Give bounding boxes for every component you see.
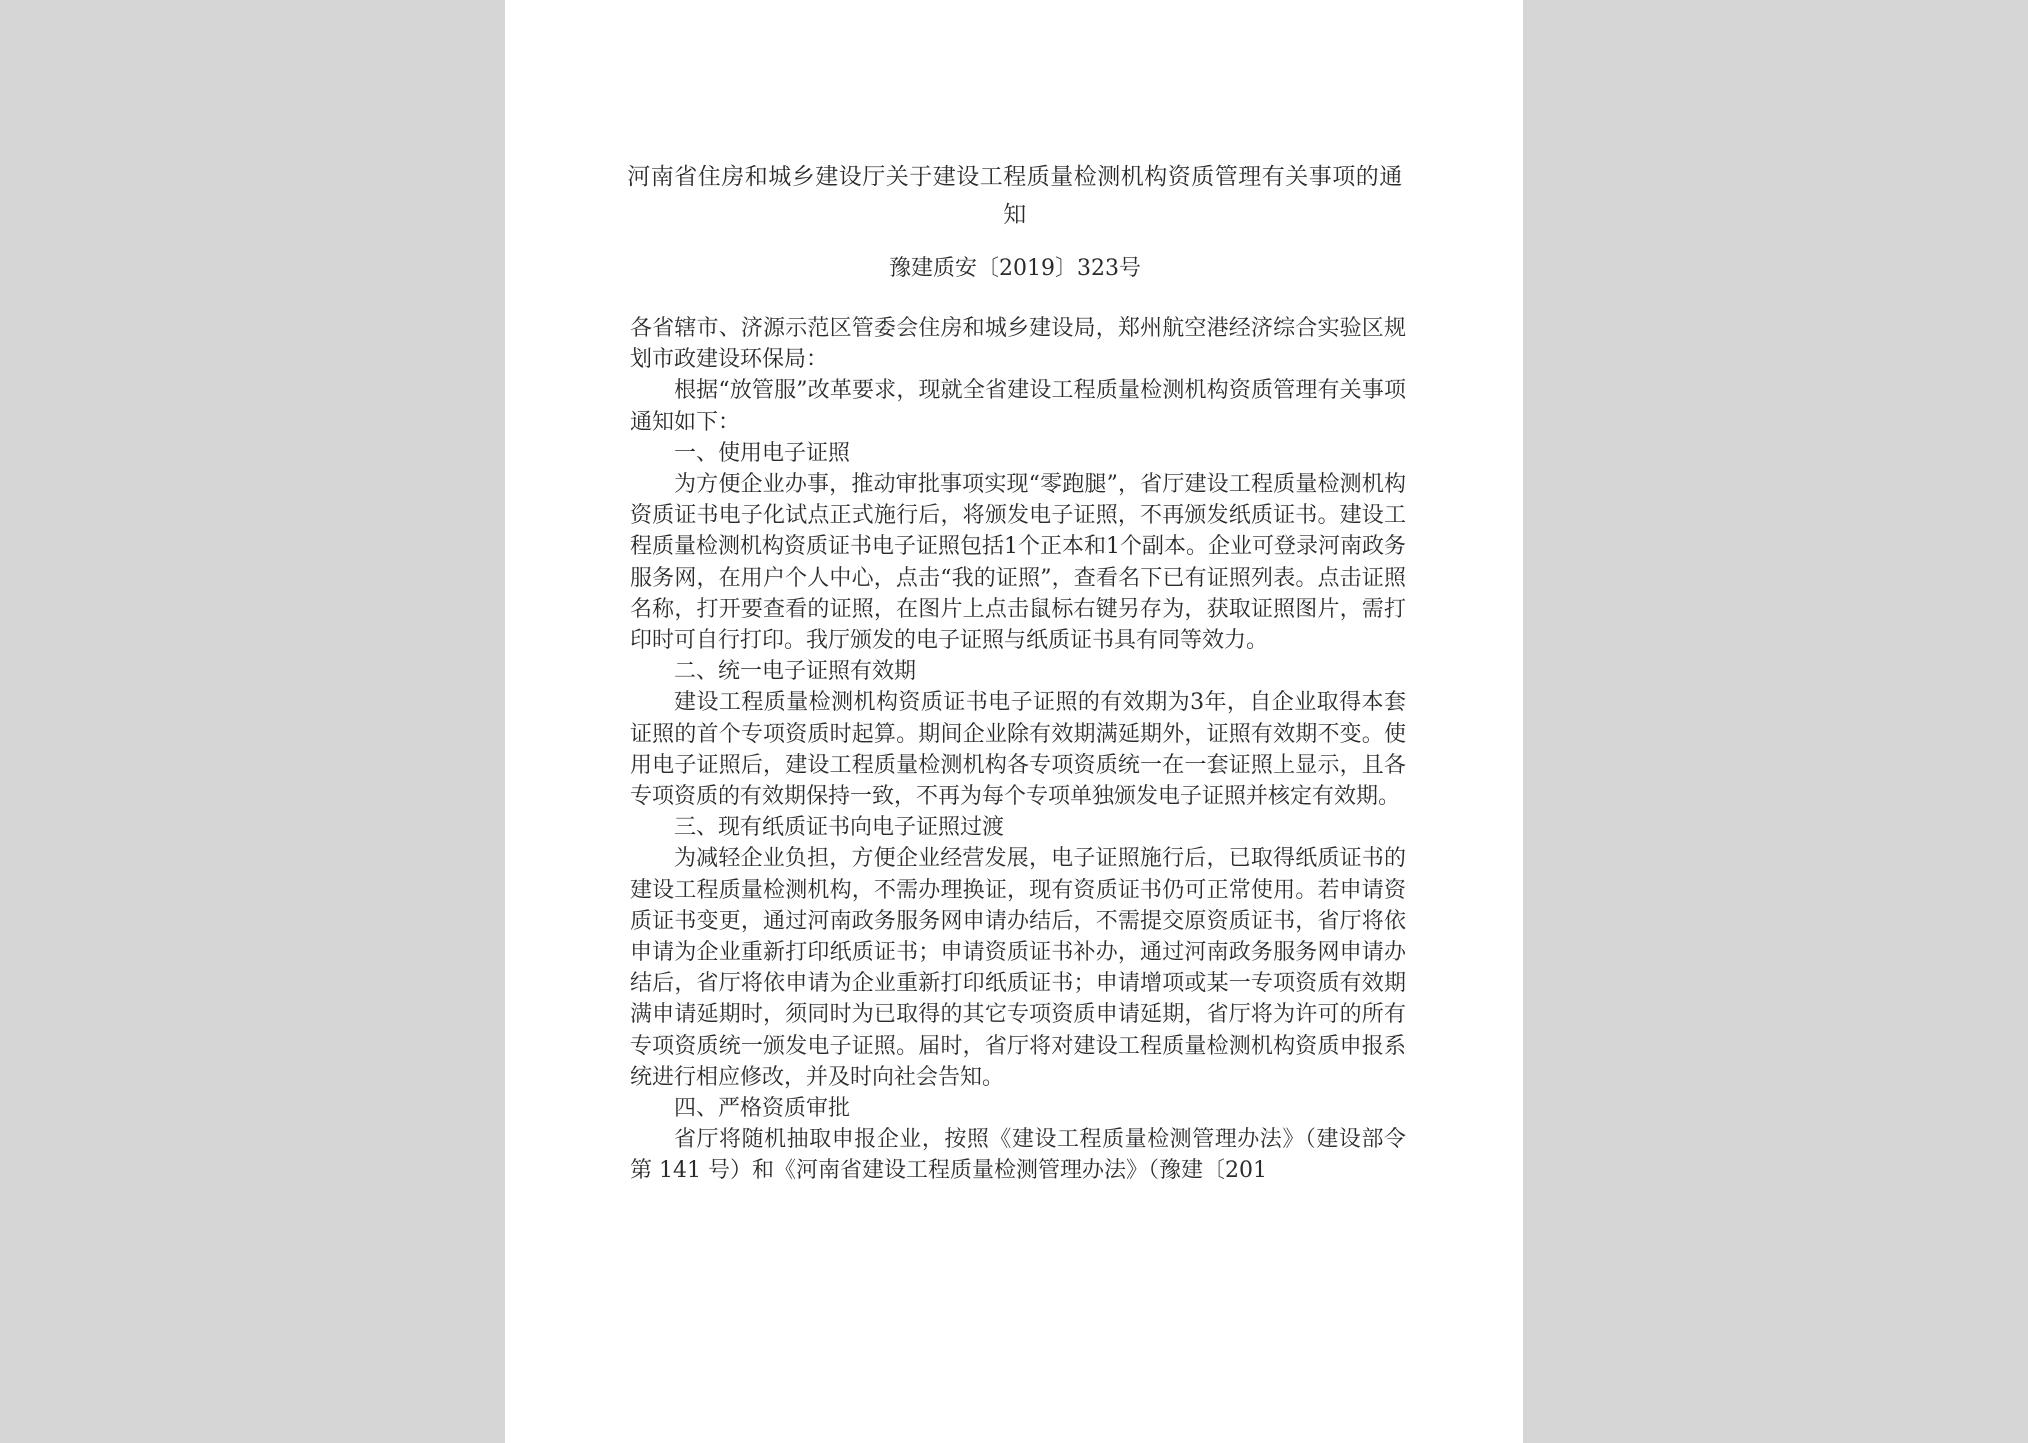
document-body xyxy=(630,313,1406,1187)
section-2-paragraph: 建设工程质量检测机构资质证书电子证照的有效期为3年，自企业取得本套证照的首个专项资质时起算。期间企业除有效期满延期外，证照有效期不变。使用电子证照后，建设工程质量检测机构各专项资质统一在一套证照上显示，且各专项资质的有效期保持一致，不再为每个专项单独颁发电子证照并核定有效期。 xyxy=(630,690,1406,810)
section-4-heading: 四、严格资质审批 xyxy=(674,1096,851,1122)
section-1-heading: 一、使用电子证照 xyxy=(674,440,851,466)
document-number: 豫建质安〔2019〕323号 xyxy=(889,256,1141,281)
section-4-paragraph: 省厅将随机抽取申报企业，按照《建设工程质量检测管理办法》（建设部令第 141 号）和《河南省建设工程质量检测管理办法》（豫建〔201 xyxy=(630,1127,1406,1184)
section-1-paragraph: 为方便企业办事，推动审批事项实现“零跑腿”，省厅建设工程质量检测机构资质证书电子化试点正式施行后，将颁发电子证照，不再颁发纸质证书。建设工程质量检测机构资质证书电子证照包括1个正本和1个副本。企业可登录河南政务服务网，在用户个人中心，点击“我的证照”，查看名下已有证照列表。点击证照名称，打开要查看的证照，在图片上点击鼠标右键另存为，获取证照图片，需打印时可自行打印。我厅颁发的电子证照与纸质证书具有同等效力。 xyxy=(630,472,1406,654)
section-3-paragraph: 为减轻企业负担，方便企业经营发展，电子证照施行后，已取得纸质证书的建设工程质量检测机构，不需办理换证，现有资质证书仍可正常使用。若申请资质证书变更，通过河南政务服务网申请办结后，不需提交原资质证书，省厅将依申请为企业重新打印纸质证书；申请资质证书补办，通过河南政务服务网申请办结后，省厅将依申请为企业重新打印纸质证书；申请增项或某一专项资质有效期满申请延期时，须同时为已取得的其它专项资质申请延期，省厅将为许可的所有专项资质统一颁发电子证照。届时，省厅将对建设工程质量检测机构资质申报系统进行相应修改，并及时向社会告知。 xyxy=(630,846,1406,1090)
section-2-heading: 二、统一电子证照有效期 xyxy=(674,659,917,685)
document-page xyxy=(505,0,1523,1443)
document-title: 河南省住房和城乡建设厅关于建设工程质量检测机构资质管理有关事项的通知 xyxy=(627,164,1403,228)
addressee-paragraph: 各省辖市、济源示范区管委会住房和城乡建设局，郑州航空港经济综合实验区规划市政建设环保局： xyxy=(630,316,1406,373)
intro-paragraph: 根据“放管服”改革要求，现就全省建设工程质量检测机构资质管理有关事项通知如下： xyxy=(630,378,1406,435)
section-3-heading: 三、现有纸质证书向电子证照过渡 xyxy=(674,815,1005,841)
